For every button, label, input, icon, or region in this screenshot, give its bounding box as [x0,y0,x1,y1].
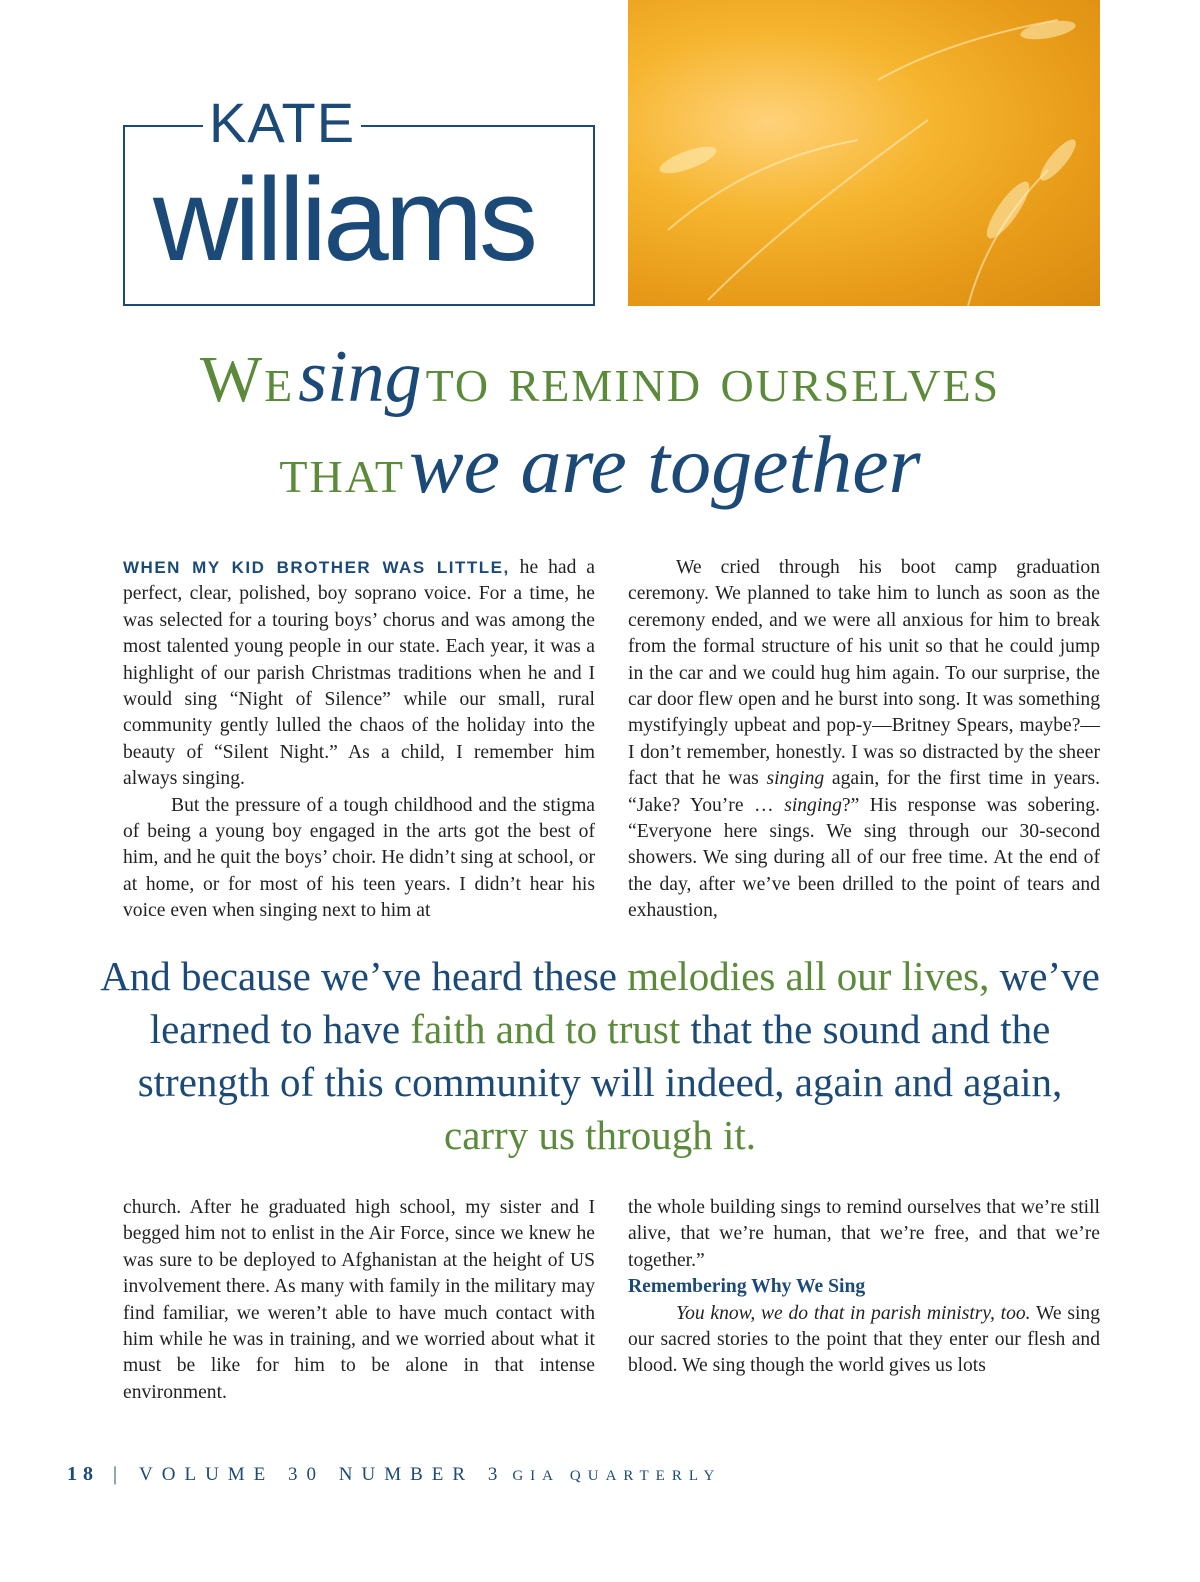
paragraph-text: We sing our sacred stories to the point that they enter our flesh and blood. We sing though the world gives us lots [628,1302,1100,1377]
article-paragraph [628,1301,1100,1380]
paragraph-text: he had a perfect, clear, polished, boy soprano voice. For a time, he was selected for a touring boys’ chorus and was among the most talented young people in our state. Each year, it was a highlight of our parish Christmas traditions when he and I would sing “Night of Silence” while our small, rural community gently lulled the chaos of the holiday into the beauty of “Silent Night.” As a child, I remember him always singing. [123,557,595,790]
article-paragraph [628,555,1100,925]
article-column-2 [628,555,1100,925]
headline-emphasis: sing [298,336,422,418]
paragraph-text: again, for the first time in years. “Jake? You’re … [628,768,1101,816]
article-column-3 [123,1195,595,1406]
magazine-name: GIA QUARTERLY [512,1468,722,1484]
volume-info: VOLUME 30 NUMBER 3 [139,1464,507,1485]
paragraph-text: ?” His response was sobering. “Everyone here sings. We sing through our 30-second showers. We sing during all of our free time. At the end of the day, after we’ve been drilled to the point of tears and exhaustion, [628,794,1100,922]
pull-quote-text: And because we’ve heard these [100,953,618,999]
wheat-photo [628,0,1100,306]
author-last-name: williams [153,154,534,286]
pull-quote-highlight: carry us through it. [444,1112,756,1158]
lead-in: WHEN MY KID BROTHER WAS LITTLE, [123,558,510,577]
article-paragraph: the whole building sings to remind ourselves that we’re still alive, that we’re human, that we’re free, and that we’re together.” [628,1197,1100,1271]
emphasis-text: singing [766,768,825,790]
page-footer [67,1463,721,1486]
headline-word: that [279,434,405,507]
article-paragraph [123,555,595,793]
paragraph-text: We cried through his boot camp graduation ceremony. We planned to take him to lunch as soon as the ceremony ended, and we were all anxious for him to break from the formal structure of his unit so that he could jump in the car and we could hug him again. To our surprise, the car door flew open and he burst into song. It was something mystifyingly upbeat and pop-y—Britney Spears, maybe?—I don’t remember, honestly. I was so distracted by the sheer fact that he was [628,557,1100,790]
article-paragraph: church. After he graduated high school, my sister and I begged him not to enlist in the Air Force, since we knew he was sure to be deployed to Afghanistan at the height of US involvement there. As many with family in the military may find familiar, we weren’t able to have much contact with him while he was in training, and we worried about what it must be like for him to be alone in that intense environment. [123,1197,595,1403]
emphasis-text: singing [784,794,842,816]
headline-line-2 [0,418,1200,508]
headline-word: We [199,343,295,416]
headline-text: to remind ourselves [425,343,1001,416]
article-column-4 [628,1195,1100,1380]
emphasis-text: You know, we do that in parish ministry, too. [676,1302,1031,1324]
page-number: 18 [67,1463,99,1485]
pull-quote-text: we’ve learned to have [149,953,1100,1052]
pull-quote [100,950,1100,1162]
author-first-name: KATE [203,93,361,153]
article-paragraph: But the pressure of a tough childhood and the stigma of being a young boy engaged in the arts got the best of him, and he quit the boys’ choir. He didn’t sing at school, or at home, or for most of his teen years. I didn’t hear his voice even when singing next to him at [123,794,595,922]
pull-quote-highlight: melodies all our lives, [627,953,990,999]
pull-quote-highlight: faith and to trust [410,1006,681,1052]
footer-separator: | [113,1463,118,1485]
headline-emphasis: we are together [408,419,921,510]
article-column-1 [123,555,595,925]
section-subhead: Remembering Why We Sing [628,1276,866,1298]
pull-quote-text: that the sound and the strength of this community will indeed, again and again, [137,1006,1063,1105]
author-name-box [123,91,595,306]
headline-line-1 [0,335,1200,418]
